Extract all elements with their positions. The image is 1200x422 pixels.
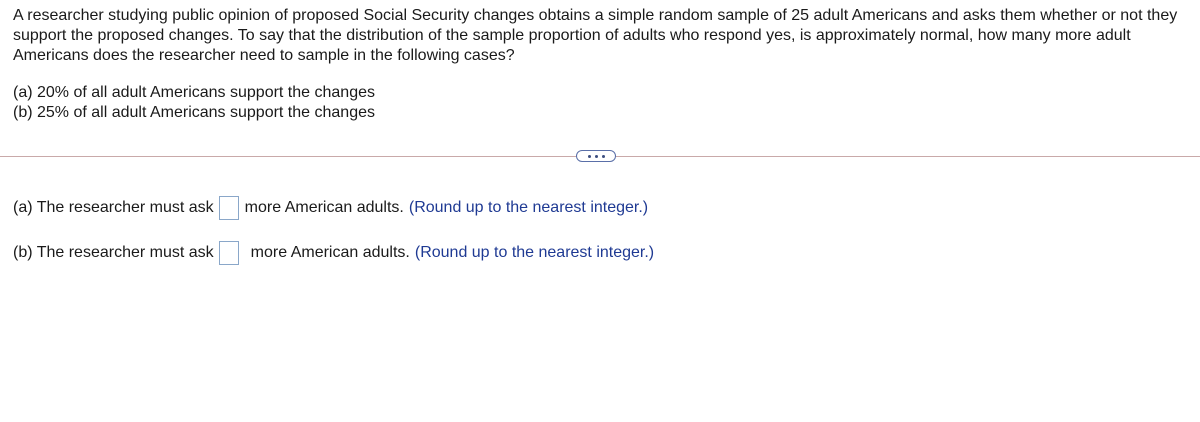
- question-text: A researcher studying public opinion of proposed Social Security changes obtains a simple random sample of 25 adult Americans and asks them whether or not they support the proposed changes. To say that the distribution of the sample proportion of adults who respond yes, is approximately normal, how many more adult Americans does the researcher need to sample in the following cases?: [13, 7, 1178, 64]
- answer-a-prefix: (a) The researcher must ask: [13, 199, 214, 216]
- cases-list: [13, 83, 375, 123]
- more-options-icon-dot: [588, 155, 591, 158]
- answer-a-input[interactable]: [219, 196, 239, 220]
- answer-row-b: [13, 241, 654, 265]
- more-options-icon-dot: [602, 155, 605, 158]
- answer-b-input[interactable]: [219, 241, 239, 265]
- question-text-block: [13, 6, 1193, 66]
- answer-a-hint: (Round up to the nearest integer.): [408, 199, 649, 216]
- answer-b-hint: (Round up to the nearest integer.): [414, 244, 655, 261]
- answer-a-suffix: more American adults.: [244, 199, 404, 216]
- answer-row-a: [13, 196, 648, 220]
- case-a: (a) 20% of all adult Americans support the changes: [13, 84, 375, 101]
- more-options-button[interactable]: [576, 150, 616, 162]
- more-options-icon-dot: [595, 155, 598, 158]
- answer-b-prefix: (b) The researcher must ask: [13, 244, 214, 261]
- case-b: (b) 25% of all adult Americans support the changes: [13, 104, 375, 121]
- answer-b-suffix: more American adults.: [250, 244, 410, 261]
